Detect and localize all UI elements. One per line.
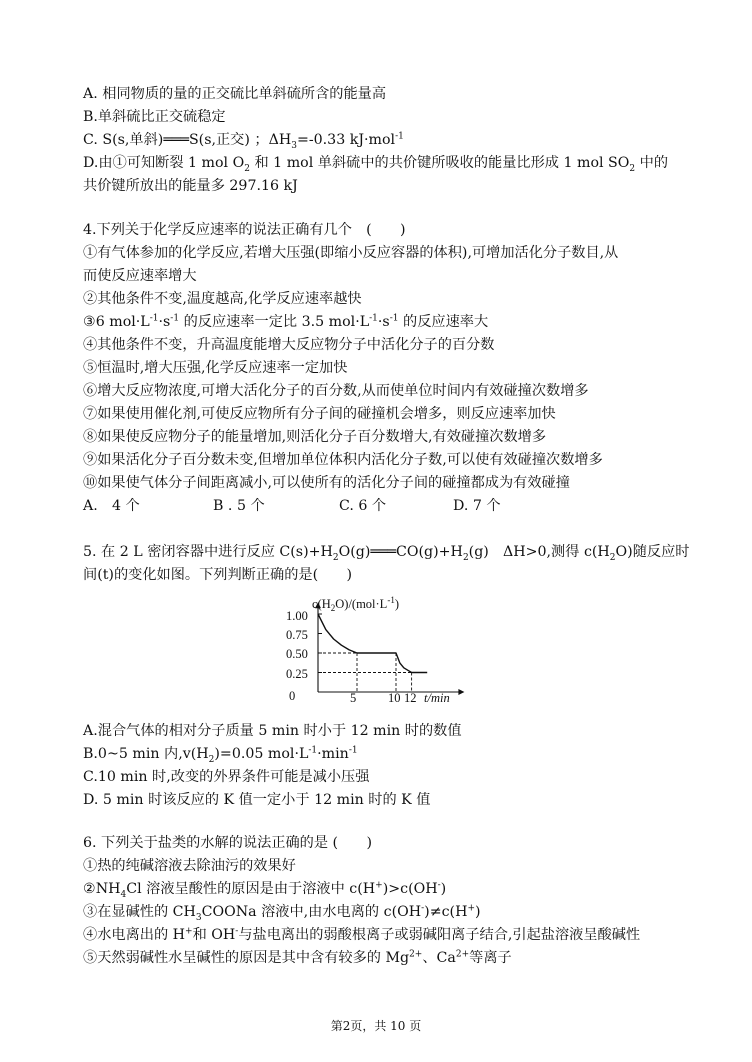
q4-option-a: A. 4 个 (83, 498, 140, 514)
q6-stem: 6. 下列关于盐类的水解的说法正确的是 ( ) (83, 835, 373, 851)
q4-statement-5: ⑤恒温时,增大压强,化学反应速率一定加快 (83, 360, 348, 376)
q3-option-d-line1: D.由①可知断裂 1 mol $O_2$ 和 1 mol 单斜硫中的共价键所吸收的能量比形成 1 mol $SO_2$ 中的 (83, 155, 669, 174)
y-tick-label: 0.50 (286, 647, 308, 661)
x-tick-label: 5 (350, 691, 357, 705)
q3-option-d-line2: 共价键所放出的能量多 297.16 kJ (83, 178, 298, 194)
chart-x-label: t/min (424, 691, 450, 705)
y-tick-label: 0.25 (286, 667, 308, 681)
y-tick-label: 0.75 (286, 628, 308, 642)
chart-origin-label: 0 (289, 689, 296, 703)
q4-statement-7: ⑦如果使用催化剂,可使反应物所有分子间的碰撞机会增多，则反应速率加快 (83, 406, 556, 422)
q6-statement-4: ④水电离出的 H+和 OH-与盐电离出的弱酸根离子或弱碱阳离子结合,引起盐溶液呈酸碱性 (83, 926, 641, 943)
q5-option-a: A.混合气体的相对分子质量 5 min 时小于 12 min 时的数值 (83, 723, 462, 739)
q3-option-a: A. 相同物质的量的正交硫比单斜硫所含的能量高 (83, 86, 387, 102)
q3-option-c: C. S(s,单斜)═══S(s,正交) ；$\Delta H_3=-0.33$ kJ·mol$^{-1}$ (83, 131, 404, 151)
q6-statement-3: ③在显碱性的 $CH_3COONa$ 溶液中,由水电离的 c(OH-)≠c(H+) (83, 903, 481, 923)
q5-option-d: D. 5 min 时该反应的 K 值一定小于 12 min 时的 K 值 (83, 792, 431, 808)
y-tick-label: 1.00 (286, 609, 308, 623)
q3-option-b: B.单斜硫比正交硫稳定 (83, 109, 226, 125)
q4-option-b: B . 5 个 (213, 498, 265, 514)
q4-option-d: D. 7 个 (453, 498, 501, 514)
concentration-time-chart (278, 594, 468, 714)
q4-statement-6: ⑥增大反应物浓度,可增大活化分子的百分数,从而使单位时间内有效碰撞次数增多 (83, 383, 589, 399)
q6-statement-5: ⑤天然弱碱性水呈碱性的原因是其中含有较多的 $Mg^{2+}$、$Ca^{2+}$等离子 (83, 949, 512, 966)
q4-statement-1b: 而使反应速率增大 (83, 268, 197, 284)
q4-statement-2: ②其他条件不变,温度越高,化学反应速率越快 (83, 291, 362, 307)
q4-option-c: C. 6 个 (339, 498, 387, 514)
q5-stem-line2: 间(t)的变化如图。下列判断正确的是( ) (83, 567, 353, 583)
q6-statement-2: $②NH_4Cl$ 溶液呈酸性的原因是由于溶液中 c(H+)>c(OH-) (83, 880, 447, 900)
q4-statement-1a: ①有气体参加的化学反应,若增大压强(即缩小反应容器的体积),可增加活化分子数目,从 (83, 245, 619, 261)
q5-option-b: B.0~5 min 内$,v(H_2)=0.05$ $mol\cdot L^{-1}\cdot\min^{-1}$ (83, 745, 358, 765)
q5-stem-line1: 5. 在 2 L 密闭容器中进行反应 $C(s)+H_2O(g)═══CO(g)+H_2(g)$ ΔH>0,测得 $c(H_2O)$随反应时 (83, 544, 690, 563)
page-footer: 第2页，共 10 页 (330, 1019, 422, 1033)
q4-statement-10: ⑩如果使气体分子间距离减小,可以使所有的活化分子间的碰撞都成为有效碰撞 (83, 475, 570, 491)
q4-statement-3: ③6 $mol\cdot L^{-1}\cdot s^{-1}$ 的反应速率一定比 3.5 $mol\cdot L^{-1}\cdot s^{-1}$ 的反应速率大 (83, 313, 489, 330)
chart-y-label: $c(H_2O)/(mol\cdot L^{-1})$ (312, 595, 399, 613)
q4-statement-9: ⑨如果活化分子百分数未变,但增加单位体积内活化分子数,可以使有效碰撞次数增多 (83, 452, 603, 468)
q4-statement-8: ⑧如果使反应物分子的能量增加,则活化分子百分数增大,有效碰撞次数增多 (83, 429, 547, 445)
q6-statement-1: ①热的纯碱溶液去除油污的效果好 (83, 858, 296, 874)
concentration-series-line (318, 614, 427, 673)
q4-statement-4: ④其他条件不变，升高温度能增大反应物分子中活化分子的百分数 (83, 337, 495, 353)
q4-stem: 4.下列关于化学反应速率的说法正确有几个 ( ) (83, 222, 406, 238)
x-tick-label: 12 (404, 691, 417, 705)
x-axis-arrow (458, 689, 464, 695)
q5-option-c: C.10 min 时,改变的外界条件可能是减小压强 (83, 769, 370, 785)
x-tick-label: 10 (388, 691, 401, 705)
